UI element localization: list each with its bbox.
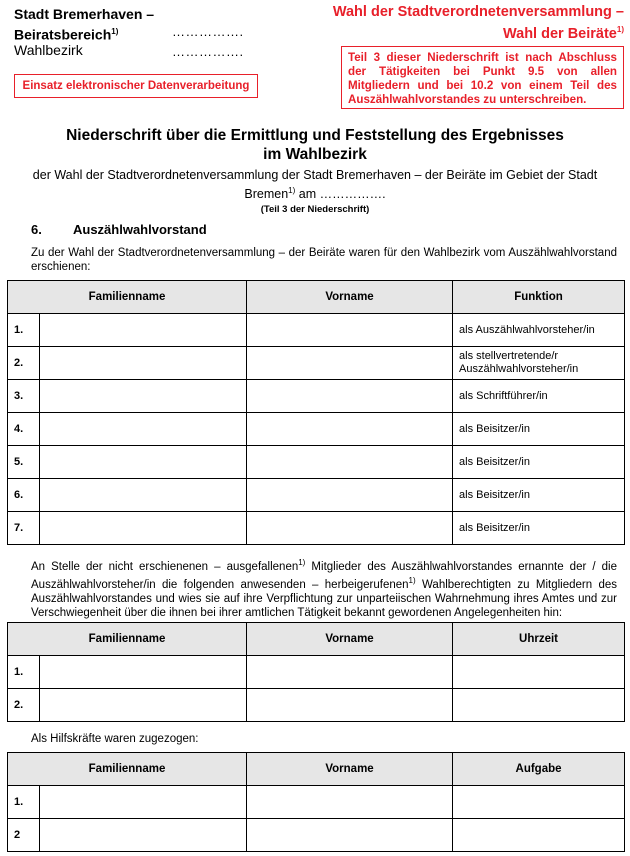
- einsatz-edv-box: Einsatz elektronischer Datenverarbeitung: [14, 74, 258, 98]
- col-uhrzeit: Uhrzeit: [453, 623, 625, 656]
- table-row: [8, 413, 625, 446]
- title-line2: im Wahlbezirk: [263, 146, 367, 163]
- subtitle-bremen: Bremen: [244, 187, 289, 202]
- table-row: [8, 656, 625, 689]
- funktion-cell: als Schriftführer/in: [453, 380, 625, 413]
- familienname-cell[interactable]: [40, 446, 247, 479]
- vorname-cell[interactable]: [247, 479, 453, 512]
- vorname-cell[interactable]: [247, 314, 453, 347]
- funktion-cell: als Beisitzer/in: [453, 512, 625, 545]
- document-title: [0, 126, 630, 164]
- row-number: 3.: [8, 380, 40, 413]
- table-row: [8, 380, 625, 413]
- col-familienname: Familienname: [8, 281, 247, 314]
- funktion-cell: als Beisitzer/in: [453, 479, 625, 512]
- familienname-cell[interactable]: [40, 656, 247, 689]
- familienname-cell[interactable]: [40, 413, 247, 446]
- wahlbezirk-label: Wahlbezirk: [14, 42, 83, 58]
- table-row: [8, 314, 625, 347]
- table-header-row: [8, 753, 625, 786]
- stadt-footnote-ref: 1): [111, 27, 119, 36]
- wahl-title-line1: Wahl der Stadtverordnetenversammlung –: [332, 4, 624, 20]
- vorname-cell[interactable]: [247, 819, 453, 852]
- table-row: [8, 479, 625, 512]
- funktion-cell: als Beisitzer/in: [453, 413, 625, 446]
- subtitle-date-blank: am …………….: [295, 187, 386, 202]
- row-number: 5.: [8, 446, 40, 479]
- stadt-label: [14, 6, 154, 44]
- familienname-cell[interactable]: [40, 786, 247, 819]
- row-number: 2.: [8, 347, 40, 380]
- title-line1: Niederschrift über die Ermittlung und Feststellung des Ergebnisses: [66, 127, 564, 144]
- col-familienname: Familienname: [8, 623, 247, 656]
- vorname-cell[interactable]: [247, 786, 453, 819]
- funktion-cell: als Auszählwahlvorsteher/in: [453, 314, 625, 347]
- ersatz-table: [7, 622, 625, 722]
- familienname-cell[interactable]: [40, 512, 247, 545]
- section-number: 6.: [31, 222, 42, 237]
- familienname-cell[interactable]: [40, 689, 247, 722]
- col-familienname: Familienname: [8, 753, 247, 786]
- familienname-cell[interactable]: [40, 380, 247, 413]
- row-number: 1.: [8, 786, 40, 819]
- table-row: [8, 786, 625, 819]
- familienname-cell[interactable]: [40, 819, 247, 852]
- vorname-cell[interactable]: [247, 512, 453, 545]
- stadt-blank: …………….: [172, 24, 244, 39]
- subtitle-footnote-ref: 1): [288, 186, 296, 195]
- row-number: 1.: [8, 656, 40, 689]
- table-row: [8, 512, 625, 545]
- vorname-cell[interactable]: [247, 656, 453, 689]
- subtitle-line1: der Wahl der Stadtverordnetenversammlung der Stadt Bremerhaven – der Beiräte im Gebiet der Stadt: [32, 168, 598, 182]
- hilfskraefte-label: Als Hilfskräfte waren zugezogen:: [31, 733, 199, 745]
- ersatz-paragraph: [31, 556, 617, 620]
- funktion-cell: als stellvertretende/r Auszählwahlvorsteher/in: [453, 347, 625, 380]
- col-vorname: Vorname: [247, 623, 453, 656]
- row-number: 4.: [8, 413, 40, 446]
- vorname-cell[interactable]: [247, 347, 453, 380]
- last-column-cell[interactable]: [453, 689, 625, 722]
- document-subtitle: [0, 168, 630, 202]
- teil3-notice-box: Teil 3 dieser Niederschrift ist nach Abschluss der Tätigkeiten bei Punkt 9.5 von allen Mitgliedern und bei 10.2 von einem Teil des Auszählwahlvorstandes zu unterschreiben.: [341, 46, 624, 109]
- table-row: [8, 689, 625, 722]
- row-number: 1.: [8, 314, 40, 347]
- col-vorname: Vorname: [247, 753, 453, 786]
- wahl-title: [333, 4, 624, 43]
- wahl-title-line2: Wahl der Beiräte: [502, 25, 617, 42]
- last-column-cell[interactable]: [453, 786, 625, 819]
- vorname-cell[interactable]: [247, 413, 453, 446]
- funktion-cell: als Beisitzer/in: [453, 446, 625, 479]
- intro-paragraph: Zu der Wahl der Stadtverordnetenversammlung – der Beiräte waren für den Wahlbezirk vom Auszählwahlvorstand erschienen:: [31, 247, 617, 273]
- para2-part-c: Wahlberechtigten zu Mitgliedern des Auszählwahlvorstandes und wies sie auf ihre Verpflichtung zur unparteiischen Wahrnehmung ihres Amtes und zur Verschwiegenheit über die ihnen bei ihrer amtlichen Tätigkeit bekannt gewordenen Angelegenheiten hin:: [31, 578, 617, 619]
- para2-part-b: Mitglieder des Auszählwahlvorstandes ernannte der / die Auszählwahlvorsteher/in die folgenden anwesenden – herbeigerufenen: [31, 560, 617, 591]
- stadt-line2: Beiratsbereich: [14, 26, 112, 43]
- col-funktion: Funktion: [453, 281, 625, 314]
- row-number: 6.: [8, 479, 40, 512]
- col-vorname: Vorname: [247, 281, 453, 314]
- table-row: [8, 347, 625, 380]
- para2-footnote-ref2: 1): [408, 575, 416, 585]
- col-aufgabe: Aufgabe: [453, 753, 625, 786]
- last-column-cell[interactable]: [453, 656, 625, 689]
- table-header-row: [8, 623, 625, 656]
- vorname-cell[interactable]: [247, 446, 453, 479]
- vorstand-table: [7, 280, 625, 545]
- vorname-cell[interactable]: [247, 380, 453, 413]
- section-heading: [31, 222, 207, 237]
- para2-part-a: An Stelle der nicht erschienenen – ausgefallenen: [31, 560, 299, 573]
- row-number: 2: [8, 819, 40, 852]
- familienname-cell[interactable]: [40, 347, 247, 380]
- table-row: [8, 819, 625, 852]
- familienname-cell[interactable]: [40, 314, 247, 347]
- wahlbezirk-blank: …………….: [172, 44, 244, 59]
- row-number: 7.: [8, 512, 40, 545]
- vorname-cell[interactable]: [247, 689, 453, 722]
- hilfskraefte-table: [7, 752, 625, 852]
- wahl-footnote-ref: 1): [616, 25, 624, 34]
- stadt-line1: Stadt Bremerhaven –: [14, 6, 155, 22]
- familienname-cell[interactable]: [40, 479, 247, 512]
- table-header-row: [8, 281, 625, 314]
- row-number: 2.: [8, 689, 40, 722]
- table-row: [8, 446, 625, 479]
- para2-footnote-ref1: 1): [298, 558, 306, 567]
- teil-note: (Teil 3 der Niederschrift): [260, 204, 370, 215]
- section-title: Auszählwahlvorstand: [73, 222, 207, 237]
- last-column-cell[interactable]: [453, 819, 625, 852]
